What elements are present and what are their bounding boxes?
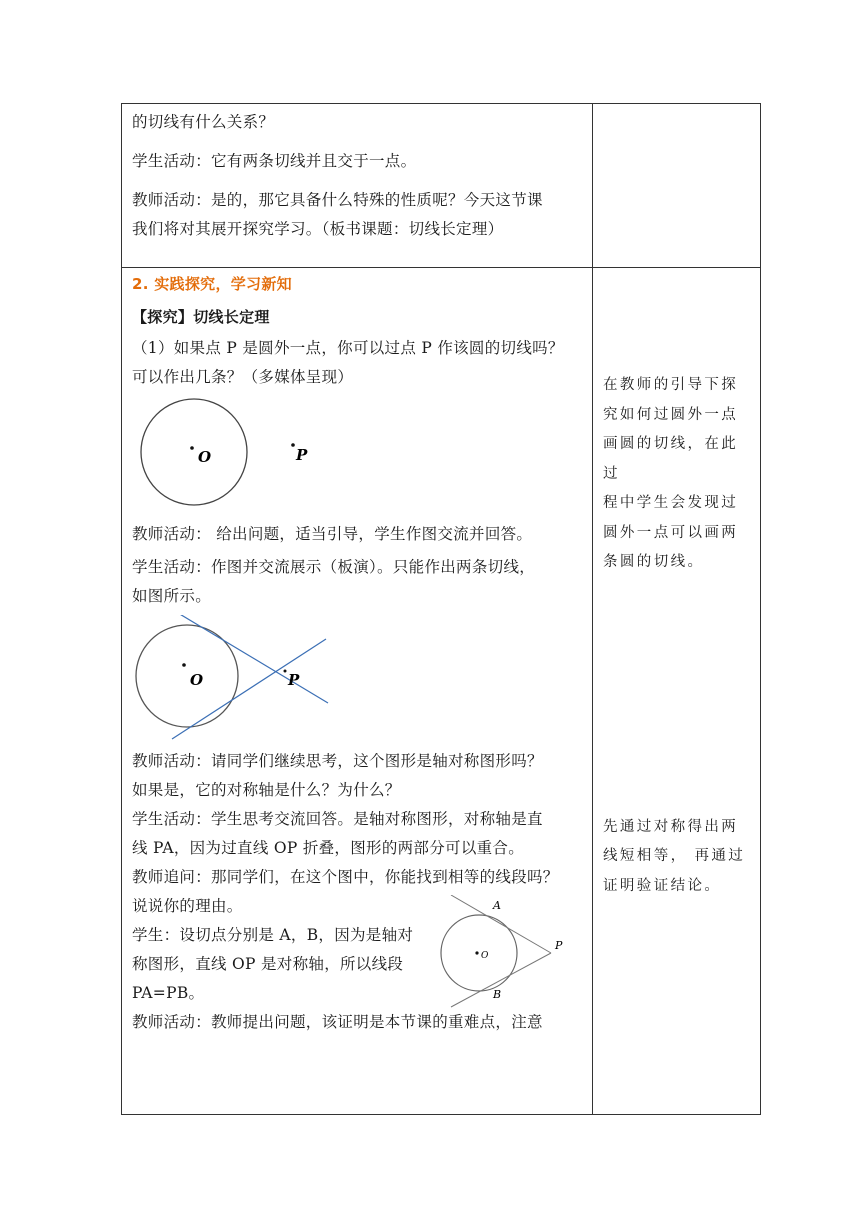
- side-note-1-line: 条圆的切线。: [603, 554, 705, 570]
- row-intro: [122, 104, 760, 267]
- student-activity-1-line-2: 如图所示。: [132, 587, 212, 605]
- intro-teacher-line-1: 教师活动：是的，那它具备什么特殊的性质呢？今天这节课: [132, 191, 543, 209]
- teacher-followup-line-2: 说说你的理由。: [132, 897, 243, 915]
- intro-student-line: 学生活动：它有两条切线并且交于一点。: [132, 152, 417, 170]
- fig3-label-o: O: [481, 951, 489, 961]
- student-activity-2-line-1: 学生活动：学生思考交流回答。是轴对称图形，对称轴是直: [132, 810, 543, 828]
- section-heading: 2. 实践探究，学习新知: [132, 275, 292, 293]
- question-1-line-1: （1）如果点 P 是圆外一点，你可以过点 P 作该圆的切线吗？: [132, 339, 564, 357]
- intro-teacher-line-2: 我们将对其展开探究学习。（板书课题：切线长定理）: [132, 220, 504, 238]
- fig2-label-o: O: [190, 671, 204, 689]
- side-note-2-line: 证明验证结论。: [603, 877, 722, 894]
- teacher-activity-1: 教师活动： 给出问题，适当引导，学生作图交流并回答。: [132, 525, 533, 543]
- lesson-table: [121, 103, 761, 1115]
- fig1-label-o: O: [198, 448, 212, 466]
- teacher-activity-2-line-1: 教师活动：请同学们继续思考，这个图形是轴对称图形吗？: [132, 752, 543, 770]
- fig3-label-a: A: [493, 899, 501, 912]
- teacher-activity-4: 教师活动：教师提出问题，该证明是本节课的重难点，注意: [132, 1013, 543, 1031]
- intro-main-cell: [122, 104, 593, 267]
- explore-side-cell: [593, 268, 760, 1114]
- fig3-label-p: P: [555, 939, 563, 952]
- fig1-label-p: P: [296, 446, 308, 464]
- fig2-label-p: P: [288, 671, 300, 689]
- student-answer-line-3: PA=PB。: [132, 984, 205, 1002]
- side-note-2: [603, 813, 752, 902]
- intro-side-cell: [593, 104, 760, 267]
- question-1-line-2: 可以作出几条？（多媒体呈现）: [132, 368, 354, 386]
- student-answer-line-1: 学生：设切点分别是 A，B，因为是轴对: [132, 926, 414, 944]
- intro-line-1: 的切线有什么关系？: [132, 113, 275, 131]
- teacher-activity-2-line-2: 如果是，它的对称轴是什么？为什么？: [132, 781, 401, 799]
- fig3-label-b: B: [493, 988, 502, 1001]
- side-note-1-line: 在教师的引导下探: [603, 377, 739, 393]
- figure-two-tangents: [132, 615, 352, 745]
- student-activity-2-line-2: 线 PA，因为过直线 OP 折叠，图形的两部分可以重合。: [132, 839, 525, 857]
- side-note-1-line: 究如何过圆外一点: [603, 406, 739, 423]
- explore-main-cell: [122, 268, 593, 1114]
- side-note-1-line: 画圆的切线，在此过: [603, 436, 739, 482]
- student-activity-1-line-1: 学生活动：作图并交流展示（板演）。只能作出两条切线，: [132, 558, 536, 576]
- side-note-1-line: 程中学生会发现过: [603, 495, 739, 511]
- row-explore: [122, 267, 760, 1114]
- student-answer-line-2: 称图形，直线 OP 是对称轴，所以线段: [132, 955, 404, 973]
- side-note-1: [603, 371, 752, 578]
- figure-circle-and-point: [136, 394, 356, 514]
- teacher-followup-line-1: 教师追问：那同学们，在这个图中，你能找到相等的线段吗？: [132, 868, 559, 886]
- side-note-2-line: 线短相等， 再通过: [603, 848, 746, 864]
- side-note-1-line: 圆外一点可以画两: [603, 524, 739, 541]
- explore-subheading: 【探究】切线长定理: [132, 308, 270, 326]
- side-note-2-line: 先通过对称得出两: [603, 818, 739, 835]
- figure-tangent-points: [435, 895, 575, 1011]
